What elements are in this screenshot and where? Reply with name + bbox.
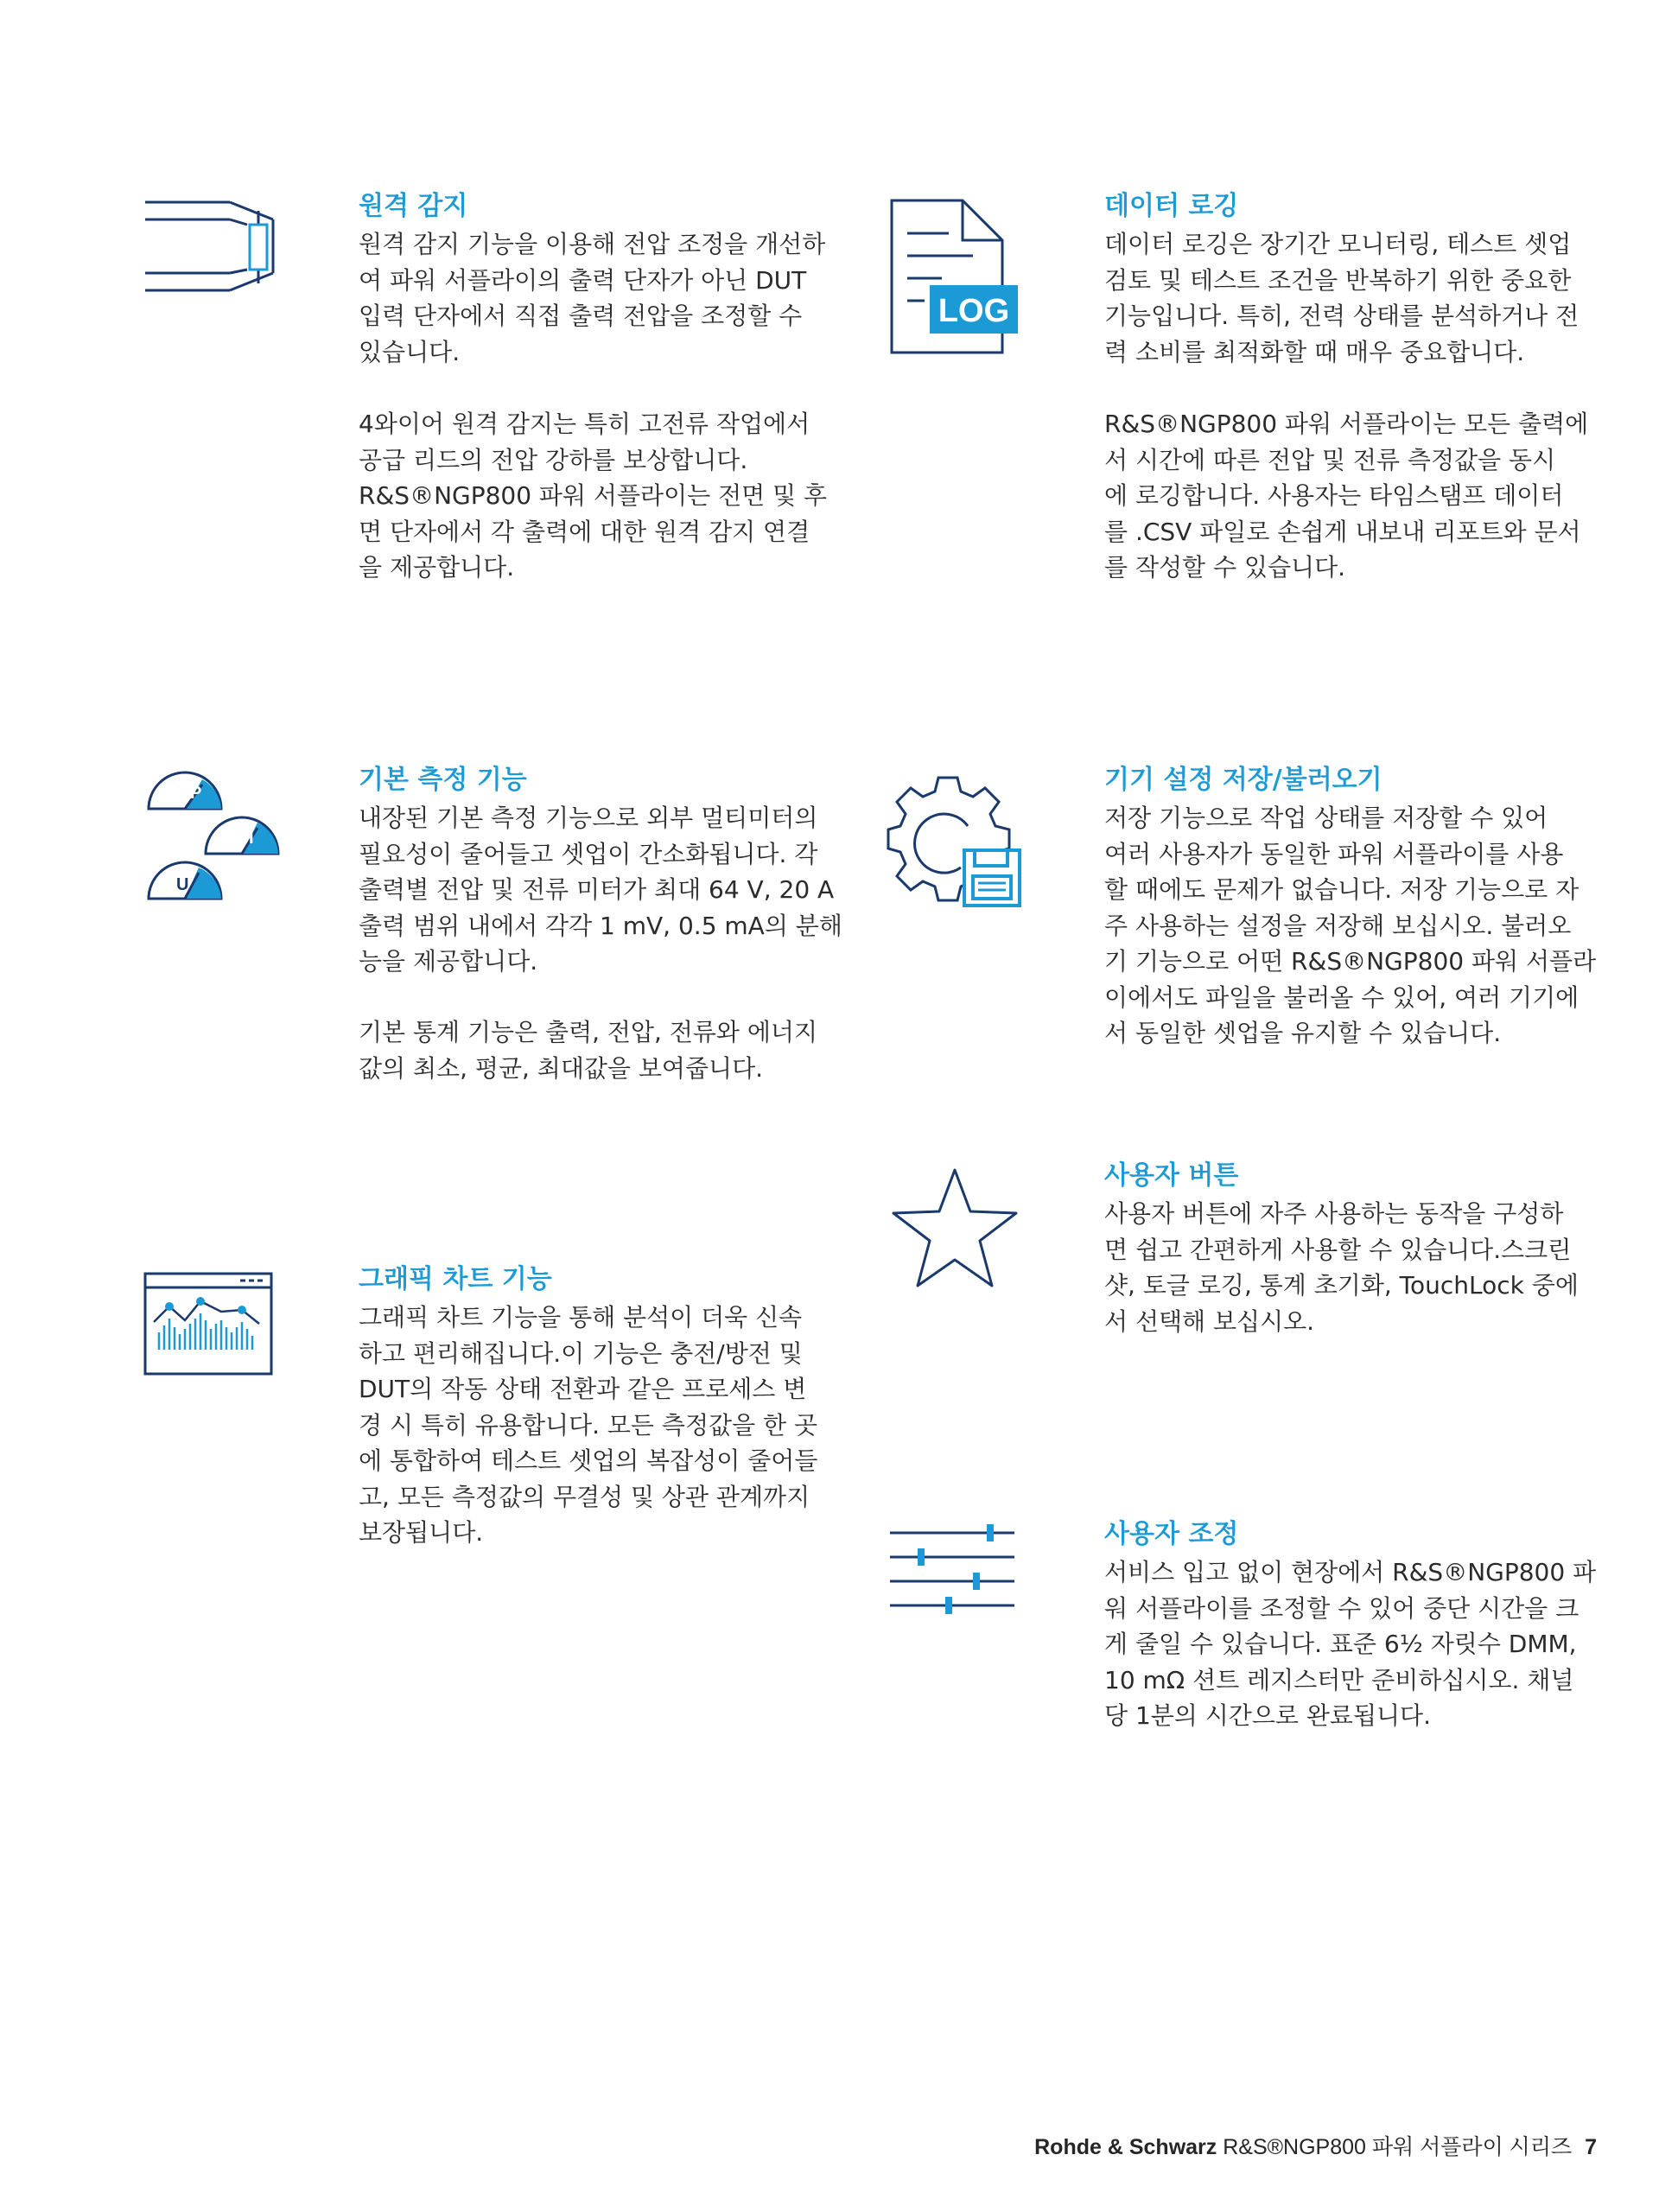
user-adjustment-title: 사용자 조정 [1104, 1519, 1239, 1549]
graphic-chart-paragraph-1: 그래픽 차트 기능을 통해 분석이 더욱 신속 하고 편리해집니다.이 기능은 충전/방전 및 DUT의 작동 상태 전환과 같은 프로세스 변 경 시 특히 유용합니다. 모든 측정값을 한 곳 에 통합하여 테스트 셋업의 복잡성이 줄어들 고, 모든 측정값의 무결성 및 상관 관계까지 보장됩니다. [359, 1303, 818, 1547]
star-icon [890, 1166, 1020, 1289]
gauge-label-i: I [249, 829, 254, 848]
basic-measurement-title: 기본 측정 기능 [359, 765, 527, 795]
data-logging-paragraph-1: 데이터 로깅은 장기간 모니터링, 테스트 셋업 검토 및 테스트 조건을 반복하기 위한 중요한 기능입니다. 특히, 전력 상태를 분석하거나 전 력 소비를 최적화할 때 매우 중요합니다. [1104, 230, 1580, 366]
log-file-icon [890, 199, 1020, 354]
remote-sensing-title: 원격 감지 [359, 191, 468, 221]
data-logging-title: 데이터 로깅 [1104, 191, 1239, 221]
remote-sensing-paragraph-2: 4와이어 원격 감지는 특히 고전류 작업에서 공급 리드의 전압 강하를 보상합니다. R&S®NGP800 파워 서플라이는 전면 및 후 면 단자에서 각 출력에 대한 원격 감지 연결 을 제공합니다. [359, 410, 828, 582]
footer-brand: Rohde & Schwarz [1034, 2135, 1217, 2159]
basic-measurement-paragraph-2: 기본 통계 기능은 출력, 전압, 전류와 에너지 값의 최소, 평균, 최대값을 보여줍니다. [359, 1018, 818, 1083]
gauge-label-p: P [190, 784, 202, 803]
data-logging-paragraph-2: R&S®NGP800 파워 서플라이는 모든 출력에 서 시간에 따른 전압 및 전류 측정값을 동시 에 로깅합니다. 사용자는 타임스탬프 데이터 를 .CSV 파일로 손쉽게 내보내 리포트와 문서 를 작성할 수 있습니다. [1104, 410, 1589, 582]
gear-floppy-icon [887, 774, 1025, 912]
meter-gauges-icon [145, 767, 283, 906]
gauge-label-u: U [176, 875, 189, 894]
log-label: LOG [938, 293, 1010, 329]
graph-window-icon [143, 1272, 273, 1376]
basic-measurement-paragraph-1: 내장된 기본 측정 기능으로 외부 멀티미터의 필요성이 줄어들고 셋업이 간소화됩니다. 각 출력별 전압 및 전류 미터가 최대 64 V, 20 A 출력 범위 내에서 각각 1 mV, 0.5 mA의 분해 능을 제공합니다. [359, 804, 842, 976]
save-recall-paragraph-1: 저장 기능으로 작업 상태를 저장할 수 있어 여러 사용자가 동일한 파워 서플라이를 사용 할 때에도 문제가 없습니다. 저장 기능으로 자 주 사용하는 설정을 저장해 보십시오. 불러오 기 기능으로 어떤 R&S®NGP800 파워 서플라 이에서도 파일을 불러올 수 있어, 여러 기기에 서 동일한 셋업을 유지할 수 있습니다. [1104, 804, 1597, 1047]
footer-page-number: 7 [1585, 2135, 1597, 2159]
user-button-title: 사용자 버튼 [1104, 1160, 1239, 1191]
user-button-paragraph-1: 사용자 버튼에 자주 사용하는 동작을 구성하 면 쉽고 간편하게 사용할 수 있습니다.스크린 샷, 토글 로깅, 통계 초기화, TouchLock 중에 서 선택해 보십시오. [1104, 1199, 1579, 1336]
graphic-chart-title: 그래픽 차트 기능 [359, 1264, 552, 1294]
footer-product: R&S®NGP800 파워 서플라이 시리즈 [1223, 2135, 1573, 2159]
remote-sensing-terminals-icon [143, 200, 276, 294]
remote-sensing-paragraph-1: 원격 감지 기능을 이용해 전압 조정을 개선하 여 파워 서플라이의 출력 단자가 아닌 DUT 입력 단자에서 직접 출력 전압을 조정할 수 있습니다. [359, 230, 826, 366]
sliders-icon [888, 1522, 1018, 1618]
save-recall-title: 기기 설정 저장/불러오기 [1104, 765, 1382, 795]
user-adjustment-paragraph-1: 서비스 입고 없이 현장에서 R&S®NGP800 파 워 서플라이를 조정할 수 있어 중단 시간을 크 게 줄일 수 있습니다. 표준 6½ 자릿수 DMM, 10 mΩ 션트 레지스터만 준비하십시오. 채널 당 1분의 시간으로 완료됩니다. [1104, 1558, 1597, 1730]
page-footer [1034, 2130, 1597, 2161]
